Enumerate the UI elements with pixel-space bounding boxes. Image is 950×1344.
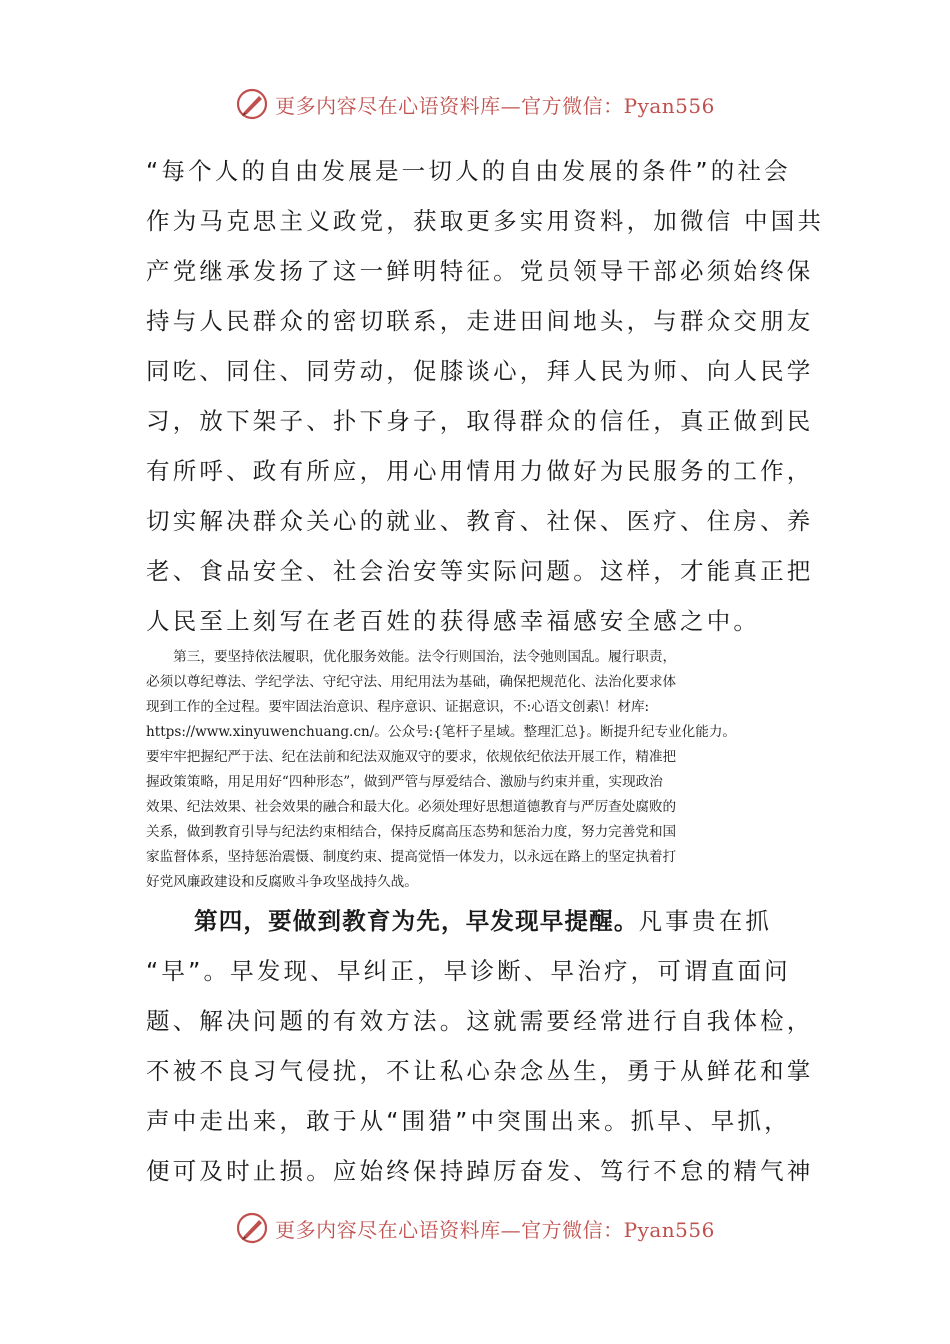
- pen-logo-icon: [235, 1211, 269, 1245]
- text-line: 持与人民群众的密切联系，走进田间地头，与群众交朋友: [146, 307, 814, 335]
- pen-logo-icon: [235, 87, 269, 121]
- text-line: 题、解决问题的有效方法。这就需要经常进行自我体检，: [146, 1007, 814, 1035]
- footer-banner: [0, 1208, 950, 1248]
- text-line: 便可及时止损。应始终保持踔厉奋发、笃行不怠的精气神: [146, 1157, 814, 1185]
- header-banner: [0, 84, 950, 124]
- text-line: 老、食品安全、社会治安等实际问题。这样，才能真正把: [146, 557, 814, 585]
- text-line: 握政策策略，用足用好“四种形态”，做到严管与厚爱结合、激励与约束并重，实现政治: [146, 774, 663, 790]
- text-line: 作为马克思主义政党，获取更多实用资料，加微信 中国共: [146, 207, 825, 235]
- text-line: 声中走出来，敢于从“围猎”中突围出来。抓早、早抓，: [146, 1107, 791, 1135]
- text-line: 切实解决群众关心的就业、教育、社保、医疗、住房、养: [146, 507, 814, 535]
- text-line: 效果、纪法效果、社会效果的融合和最大化。必须处理好思想道德教育与严厉查处腐败的: [146, 799, 677, 815]
- text-line: “早”。早发现、早纠正，早诊断、早治疗，可谓直面问: [146, 957, 791, 985]
- footer-banner-text: 更多内容尽在心语资料库—官方微信：Pyan556: [275, 1217, 715, 1242]
- text-line: 家监督体系，坚持惩治震慑、制度约束、提高觉悟一体发力，以永远在路上的坚定执着打: [146, 849, 677, 865]
- text-line: 好党风廉政建设和反腐败斗争攻坚战持久战。: [146, 874, 418, 890]
- text-line: 习，放下架子、扑下身子，取得群众的信任，真正做到民: [146, 407, 814, 435]
- text-line: 不被不良习气侵扰，不让私心杂念丛生，勇于从鲜花和掌: [146, 1057, 814, 1085]
- text-line: 要牢牢把握纪严于法、纪在法前和纪法双施双守的要求，依规依纪依法开展工作，精准把: [146, 749, 677, 765]
- text-line: https://www.xinyuwenchuang.cn/。公众号:{笔杆子星域。整理汇总}。断提升纪专业化能力。: [146, 724, 737, 740]
- text-run: 凡事贵在抓: [638, 907, 773, 935]
- text-line: “每个人的自由发展是一切人的自由发展的条件”的社会: [146, 157, 791, 185]
- text-line: 人民至上刻写在老百姓的获得感幸福感安全感之中。: [146, 607, 761, 635]
- text-line: 现到工作的全过程。要牢固法治意识、程序意识、证据意识，不:心语文创素\！材库:: [146, 699, 650, 715]
- header-banner-text: 更多内容尽在心语资料库—官方微信：Pyan556: [275, 93, 715, 118]
- text-line-first: [194, 902, 808, 936]
- text-line: 有所呼、政有所应，用心用情用力做好为民服务的工作，: [146, 457, 814, 485]
- text-line: 产党继承发扬了这一鲜明特征。党员领导干部必须始终保: [146, 257, 814, 285]
- text-line: 同吃、同住、同劳动，促膝谈心，拜人民为师、向人民学: [146, 357, 814, 385]
- text-line: 第三，要坚持依法履职，优化服务效能。法令行则国治，法令弛则国乱。履行职责，: [146, 649, 677, 665]
- section-heading: 第四，要做到教育为先，早发现早提醒。: [194, 907, 639, 935]
- text-line: 必须以尊纪尊法、学纪学法、守纪守法、用纪用法为基础，确保把规范化、法治化要求体: [146, 674, 677, 690]
- text-line: 关系，做到教育引导与纪法约束相结合，保持反腐高压态势和惩治力度，努力完善党和国: [146, 824, 677, 840]
